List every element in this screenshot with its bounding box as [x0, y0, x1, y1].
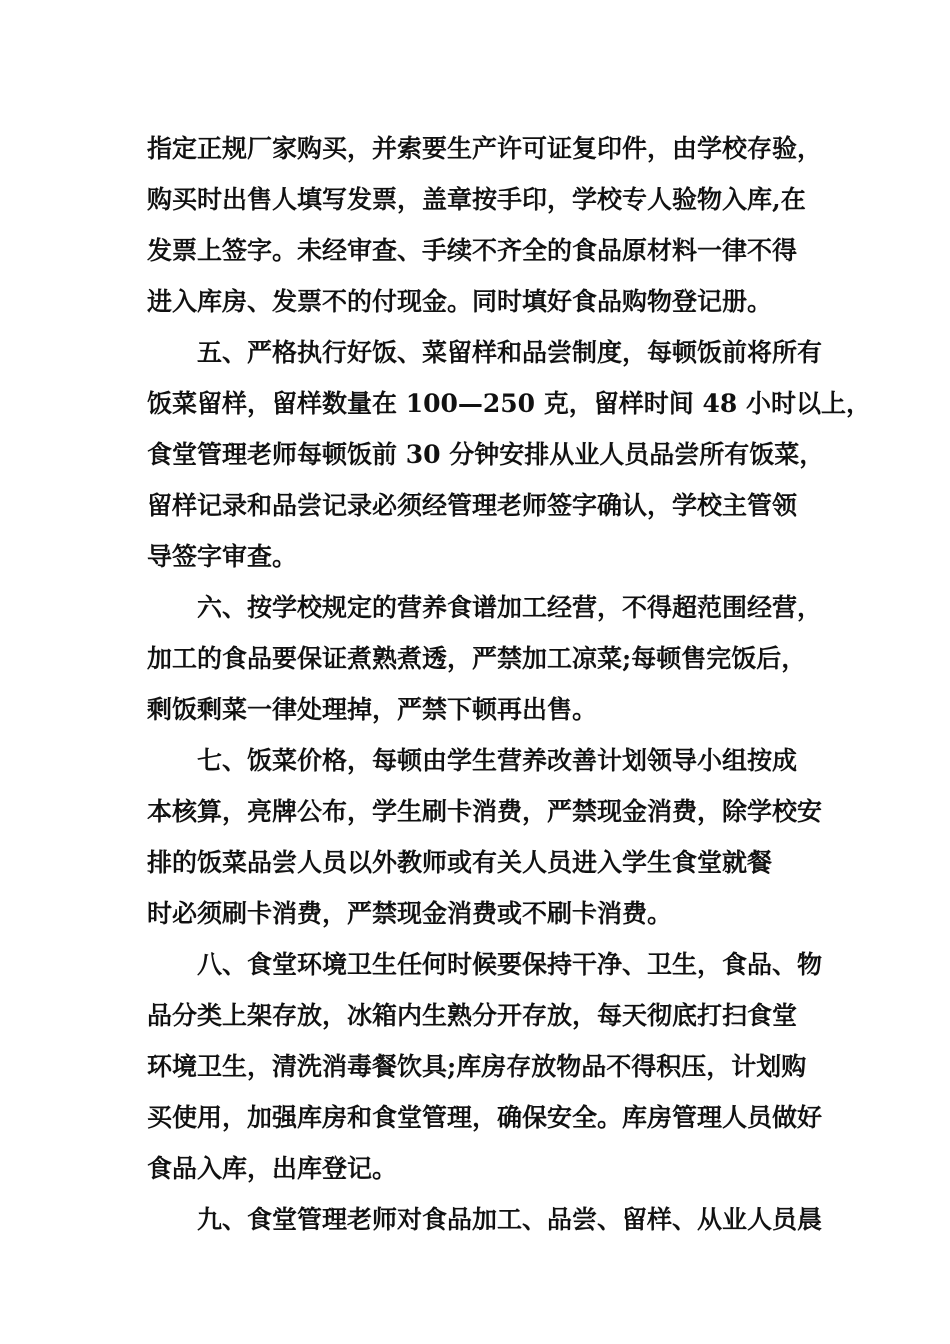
text-line: 食品入库，出库登记。	[147, 1154, 398, 1183]
paragraph-5-start: 五、严格执行好饭、菜留样和品尝制度，每顿饭前将所有	[197, 338, 823, 367]
text-line: 指定正规厂家购买，并索要生产许可证复印件，由学校存验，	[147, 134, 823, 163]
text-line: 本核算，亮牌公布，学生刷卡消费，严禁现金消费，除学校安	[147, 797, 823, 826]
text-line: 进入库房、发票不的付现金。同时填好食品购物登记册。	[147, 287, 773, 316]
text-line: 饭菜留样，留样数量在 100—250 克，留样时间 48 小时以上，	[147, 389, 871, 418]
text-line: 留样记录和品尝记录必须经管理老师签字确认，学校主管领	[147, 491, 798, 520]
text-line: 时必须刷卡消费，严禁现金消费或不刷卡消费。	[147, 899, 673, 928]
paragraph-6-start: 六、按学校规定的营养食谱加工经营，不得超范围经营，	[197, 593, 823, 622]
paragraph-9-start: 九、食堂管理老师对食品加工、品尝、留样、从业人员晨	[197, 1205, 823, 1234]
text-line: 品分类上架存放，冰箱内生熟分开存放，每天彻底打扫食堂	[147, 1001, 798, 1030]
paragraph-8-start: 八、食堂环境卫生任何时候要保持干净、卫生，食品、物	[197, 950, 823, 979]
text-line: 购买时出售人填写发票，盖章按手印，学校专人验物入库,在	[147, 185, 806, 214]
text-line: 食堂管理老师每顿饭前 30 分钟安排从业人员品尝所有饭菜，	[147, 440, 825, 469]
text-line: 买使用，加强库房和食堂管理，确保安全。库房管理人员做好	[147, 1103, 823, 1132]
text-line: 环境卫生，清洗消毒餐饮具;库房存放物品不得积压，计划购	[147, 1052, 807, 1081]
text-line: 剩饭剩菜一律处理掉，严禁下顿再出售。	[147, 695, 598, 724]
text-line: 排的饭菜品尝人员以外教师或有关人员进入学生食堂就餐	[147, 848, 773, 877]
paragraph-7-start: 七、饭菜价格，每顿由学生营养改善计划领导小组按成	[197, 746, 798, 775]
text-line: 导签字审查。	[147, 542, 298, 571]
text-line: 加工的食品要保证煮熟煮透，严禁加工凉菜;每顿售完饭后，	[147, 644, 807, 673]
text-line: 发票上签字。未经审查、手续不齐全的食品原材料一律不得	[147, 236, 798, 265]
